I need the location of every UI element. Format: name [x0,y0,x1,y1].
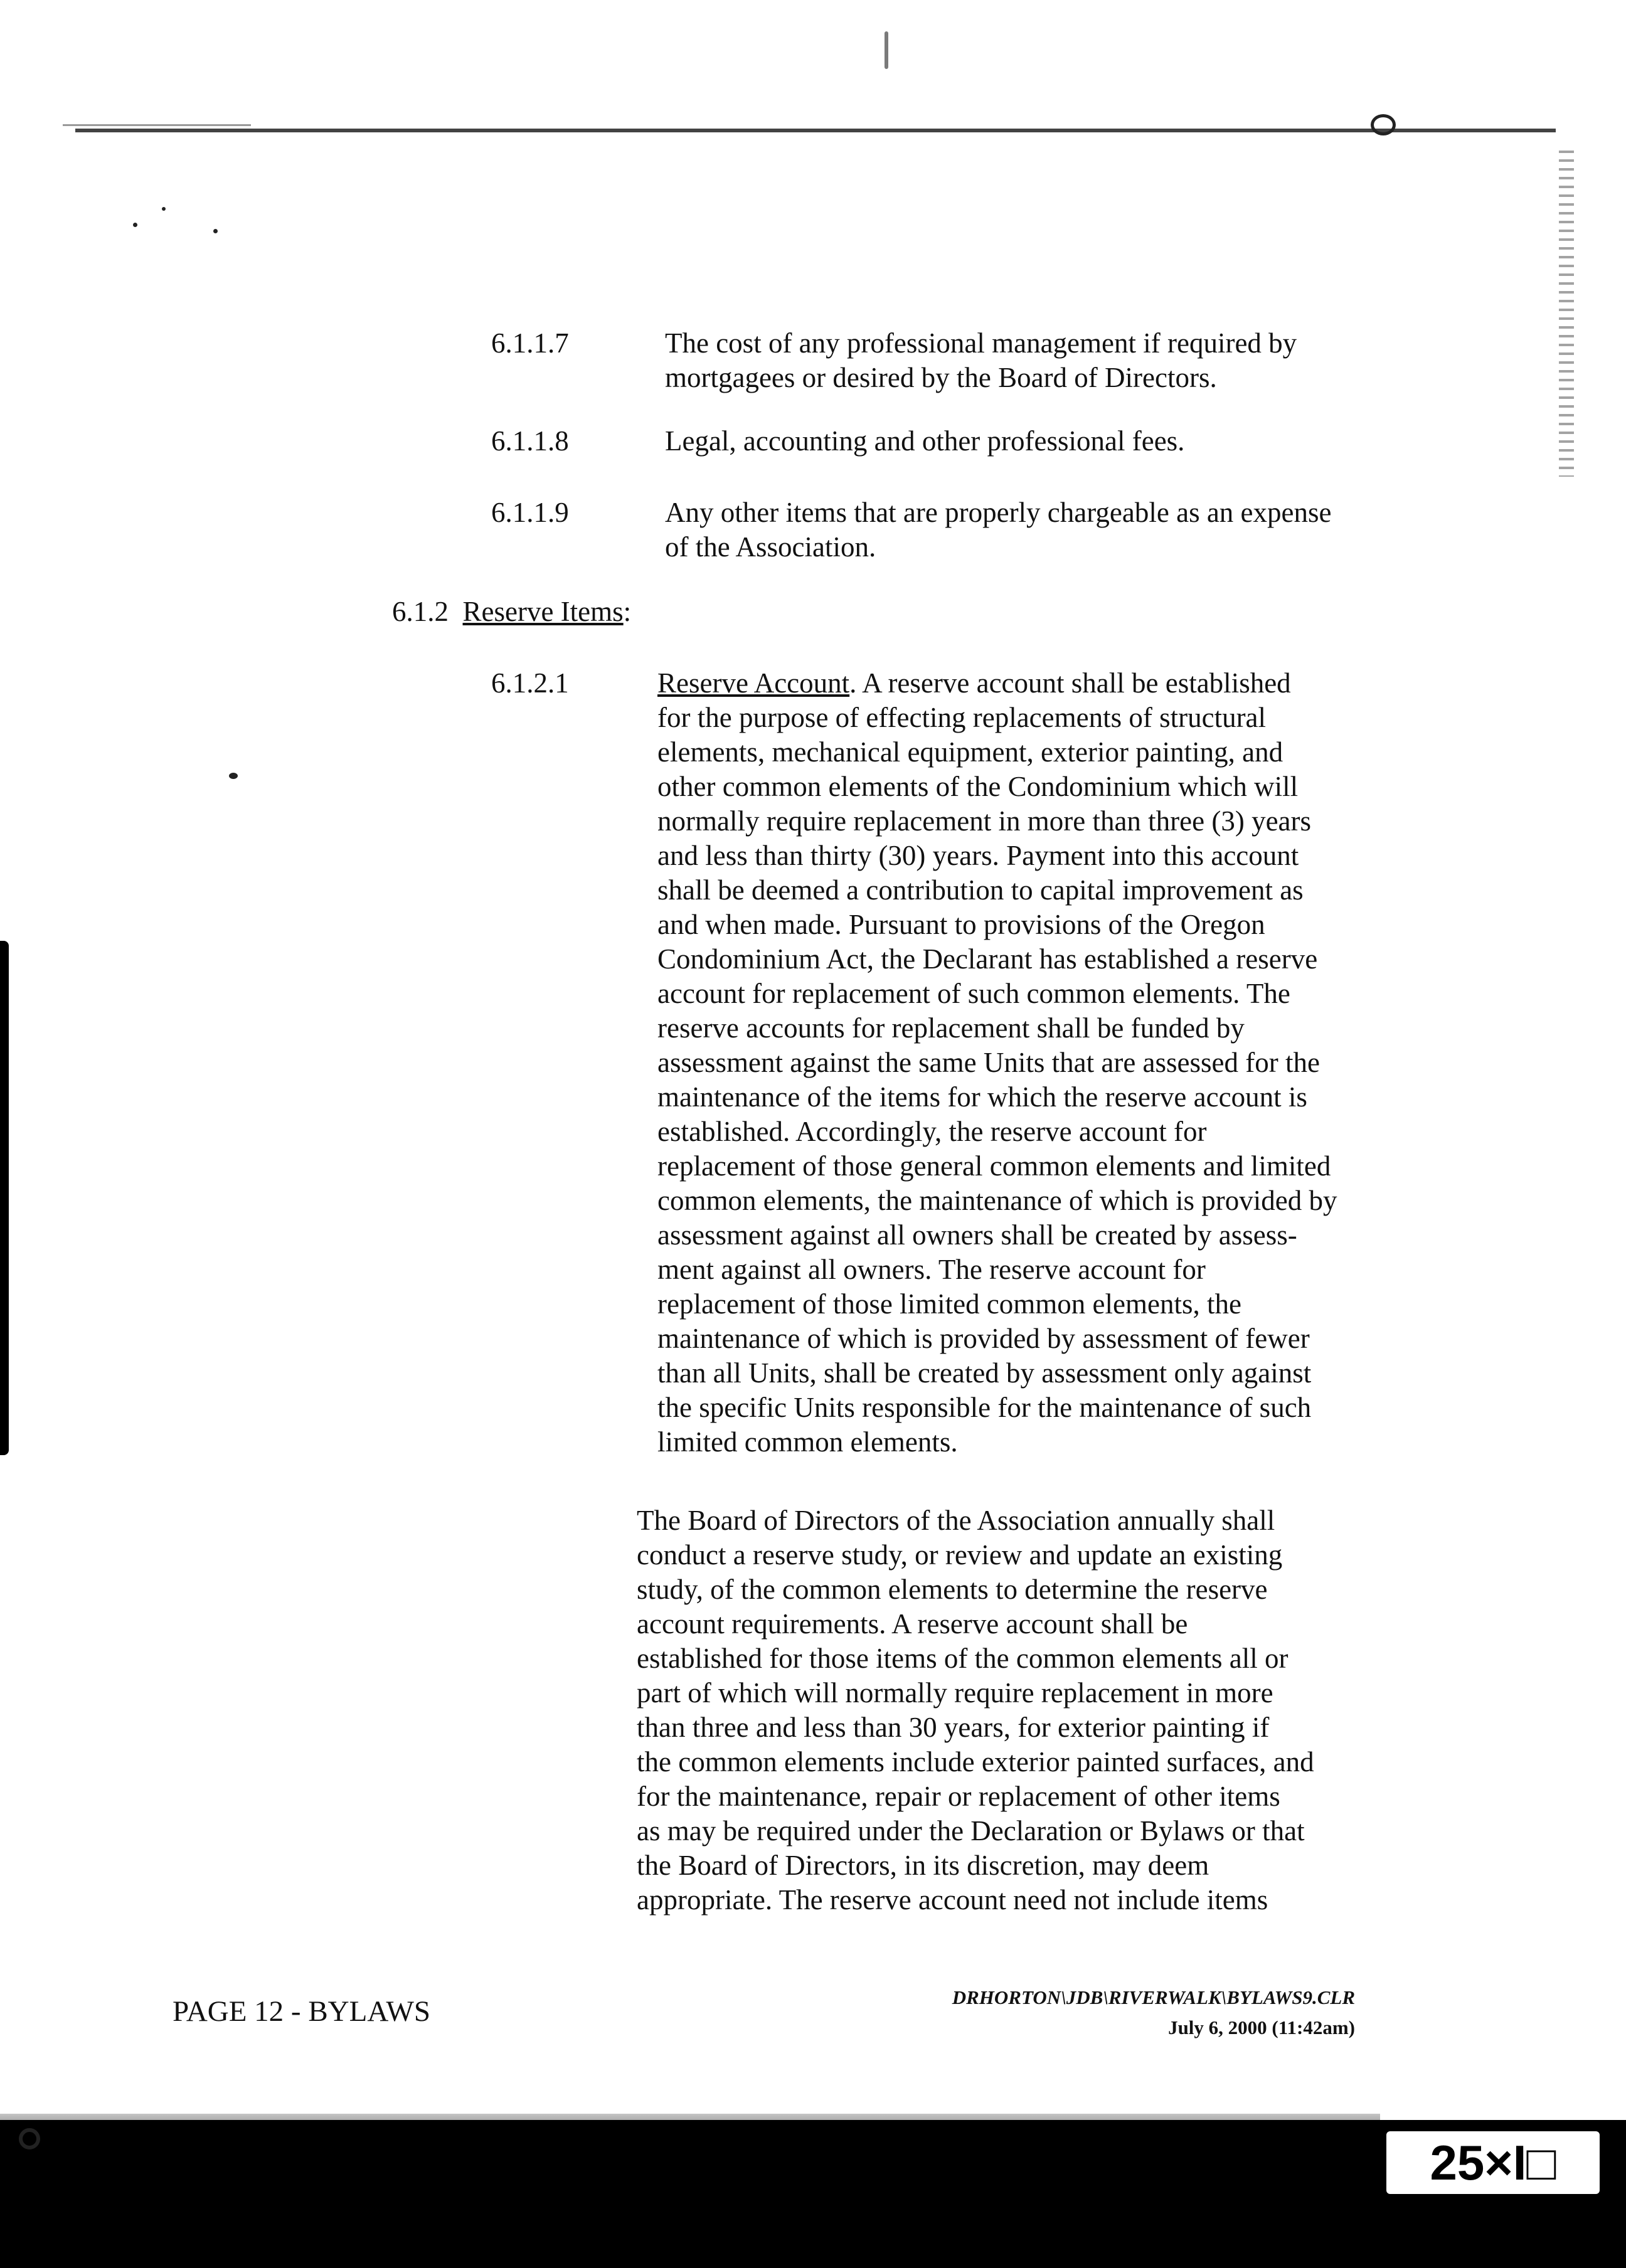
text-line: replacement of those limited common elements, the [657,1288,1241,1320]
text-line: replacement of those general common elements and limited [657,1150,1331,1182]
scan-artifact-dot [229,773,238,779]
text-line: maintenance of the items for which the reserve account is [657,1081,1307,1113]
scan-artifact-dot [162,207,166,211]
section-title: Reserve Items [462,596,624,627]
text-line: other common elements of the Condominium which will [657,771,1299,802]
text-line: The cost of any professional management if required by [665,327,1297,359]
text-line: than three and less than 30 years, for exterior painting if [637,1712,1270,1743]
scan-artifact-bottom-band [0,2120,1626,2268]
text-line: ment against all owners. The reserve account for [657,1254,1206,1285]
section-number: 6.1.2 [392,596,449,627]
reserve-account-paragraph [657,666,1366,1460]
text-line [657,666,1366,701]
text-line: Legal, accounting and other professional fees. [665,425,1185,457]
text-line: the common elements include exterior painted surfaces, and [637,1746,1314,1778]
text-line: of the Association. [665,531,876,563]
document-date: July 6, 2000 (11:42am) [1168,2016,1355,2038]
text-line: account requirements. A reserve account shall be [637,1608,1188,1640]
text-line: appropriate. The reserve account need not include items [637,1884,1268,1916]
scan-artifact-ring [1371,114,1396,135]
text-line-rest: . A reserve account shall be established [849,667,1291,699]
item-number: 6.1.1.9 [491,497,569,528]
text-line: and less than thirty (30) years. Payment into this account [657,840,1299,871]
text-line: maintenance of which is provided by assessment of fewer [657,1323,1310,1354]
scan-artifact-speckle [1559,151,1574,477]
scan-stamp: 25×I□ [1386,2131,1600,2194]
text-line: Condominium Act, the Declarant has established a reserve [657,943,1318,975]
text-line: limited common elements. [657,1426,958,1458]
item-number: 6.1.1.7 [491,327,569,359]
text-line: normally require replacement in more than three (3) years [657,805,1312,837]
text-line: elements, mechanical equipment, exterior painting, and [657,736,1283,768]
item-number: 6.1.1.8 [491,425,569,457]
text-line: established. Accordingly, the reserve account for [657,1116,1207,1147]
text-line: and when made. Pursuant to provisions of the Oregon [657,909,1265,940]
text-line: The Board of Directors of the Association annually shall [637,1505,1275,1536]
text-line: mortgagees or desired by the Board of Directors. [665,362,1217,393]
text-line: for the purpose of effecting replacements of structural [657,702,1267,733]
text-line: for the maintenance, repair or replacement of other items [637,1781,1280,1812]
text-line: conduct a reserve study, or review and update an existing [637,1539,1283,1571]
text-line: as may be required under the Declaration or Bylaws or that [637,1815,1305,1847]
text-line: common elements, the maintenance of which is provided by [657,1185,1337,1216]
text-line: assessment against the same Units that are assessed for the [657,1047,1320,1078]
scan-artifact-mark [885,31,888,69]
text-line: the specific Units responsible for the maintenance of such [657,1392,1312,1423]
page-label: PAGE 12 - BYLAWS [173,1995,430,2028]
scan-artifact-ring [19,2128,40,2149]
text-line: than all Units, shall be created by assessment only against [657,1357,1312,1389]
text-line: assessment against all owners shall be created by assess- [657,1219,1297,1251]
text-line: reserve accounts for replacement shall be funded by [657,1012,1245,1044]
item-text [665,495,1374,564]
item-text [665,424,1374,458]
text-line: part of which will normally require replacement in more [637,1677,1273,1709]
reserve-study-paragraph [637,1503,1361,1917]
text-line: shall be deemed a contribution to capital improvement as [657,874,1304,906]
section-heading [392,595,631,629]
text-line: account for replacement of such common elements. The [657,978,1290,1009]
scan-artifact-dot [133,223,137,227]
text-line: study, of the common elements to determine the reserve [637,1574,1268,1605]
subsection-number: 6.1.2.1 [491,667,569,699]
text-line: established for those items of the common elements all or [637,1643,1289,1674]
file-path: DRHORTON\JDB\RIVERWALK\BYLAWS9.CLR [952,1986,1355,2008]
scan-artifact-left-edge [0,941,9,1455]
item-text [665,326,1374,395]
section-suffix: : [623,596,632,627]
scan-artifact-dot [213,229,218,233]
scan-artifact-top-rule [75,129,1556,132]
text-line: Any other items that are properly chargeable as an expense [665,497,1332,528]
scan-artifact-line [63,124,251,126]
text-line: the Board of Directors, in its discretion, may deem [637,1850,1209,1881]
subsection-heading: Reserve Account [657,667,850,699]
